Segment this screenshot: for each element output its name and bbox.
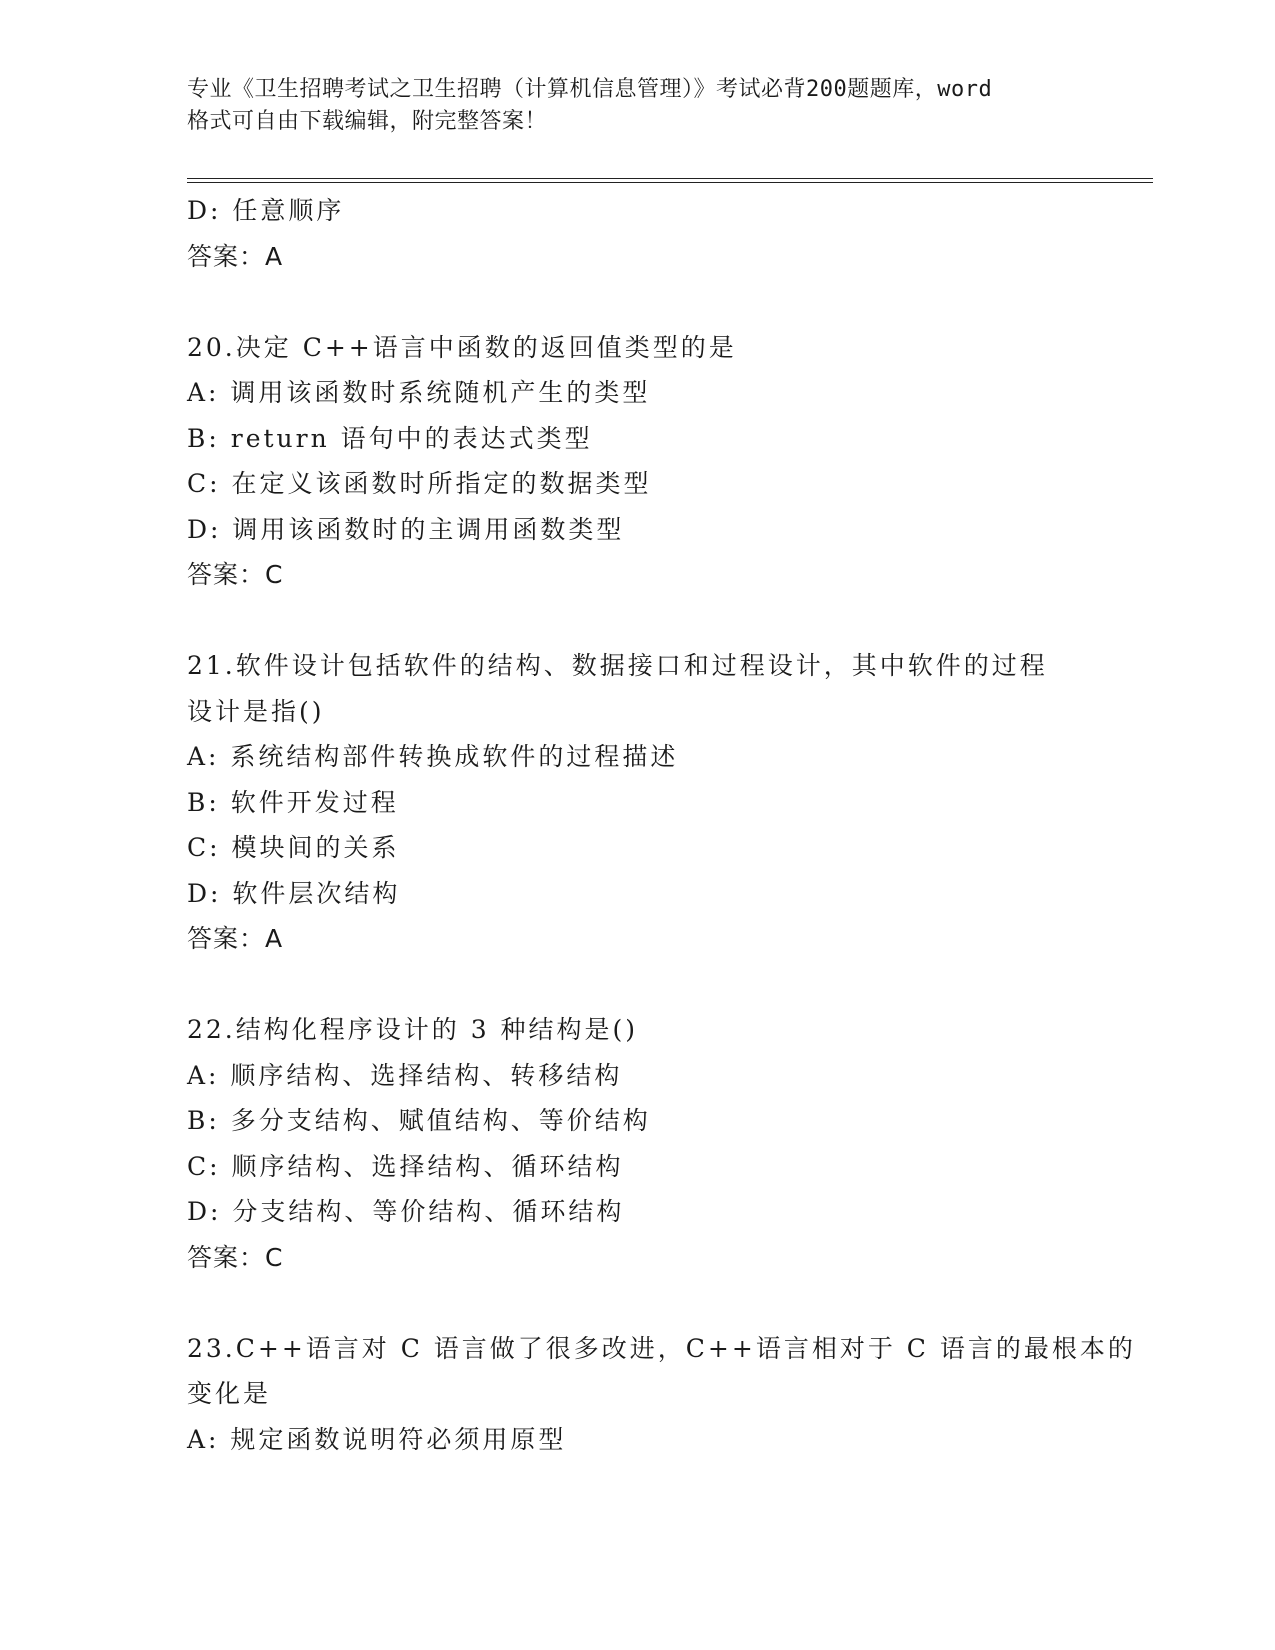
option-a: A: 顺序结构、选择结构、转移结构 xyxy=(187,1060,623,1090)
question-stem-line-1: 23.C++语言对 C 语言做了很多改进，C++语言相对于 C 语言的最根本的 xyxy=(187,1333,1136,1363)
spacer xyxy=(187,1280,1087,1326)
spacer xyxy=(187,962,1087,1008)
answer-line: 答案：C xyxy=(187,1242,284,1272)
header-title-line-2: 格式可自由下载编辑，附完整答案！ xyxy=(187,109,548,134)
header-divider-bottom xyxy=(187,182,1153,183)
document-header xyxy=(187,74,1087,138)
header-title-line-1: 专业《卫生招聘考试之卫生招聘（计算机信息管理）》考试必背200题题库，word xyxy=(187,77,993,102)
answer-line: 答案：C xyxy=(187,560,284,589)
carryover-option-d: D: 任意顺序 xyxy=(187,196,345,225)
question-block-23 xyxy=(187,1326,1136,1463)
question-block-21 xyxy=(187,643,1087,962)
question-stem-line-1: 21.软件设计包括软件的结构、数据接口和过程设计，其中软件的过程 xyxy=(187,651,1048,680)
option-d: D: 分支结构、等价结构、循环结构 xyxy=(187,1197,625,1226)
option-b: B: 软件开发过程 xyxy=(187,787,399,817)
option-c: C: 在定义该函数时所指定的数据类型 xyxy=(187,469,652,498)
option-c: C: 顺序结构、选择结构、循环结构 xyxy=(187,1151,624,1181)
option-d: D: 调用该函数时的主调用函数类型 xyxy=(187,514,625,544)
option-a: A: 调用该函数时系统随机产生的类型 xyxy=(187,378,651,407)
answer-line: 答案：A xyxy=(187,924,284,953)
option-c: C: 模块间的关系 xyxy=(187,833,400,862)
spacer xyxy=(187,598,1087,644)
question-stem: 22.结构化程序设计的 3 种结构是() xyxy=(187,1015,639,1044)
carryover-answer: 答案：A xyxy=(187,241,284,271)
spacer xyxy=(187,279,1087,325)
question-stem-line-2: 设计是指() xyxy=(187,696,325,726)
option-b: B: 多分支结构、赋值结构、等价结构 xyxy=(187,1106,651,1135)
question-list xyxy=(187,188,1136,1462)
question-stem-line-2: 变化是 xyxy=(187,1379,272,1408)
question-stem: 20.决定 C++语言中函数的返回值类型的是 xyxy=(187,332,737,362)
option-d: D: 软件层次结构 xyxy=(187,878,401,908)
question-block-20 xyxy=(187,325,1087,598)
header-divider-top xyxy=(187,178,1153,179)
question-block-22 xyxy=(187,1007,1087,1280)
option-b: B: return 语句中的表达式类型 xyxy=(187,423,593,453)
option-a: A: 规定函数说明符必须用原型 xyxy=(187,1424,567,1454)
option-a: A: 系统结构部件转换成软件的过程描述 xyxy=(187,742,679,771)
